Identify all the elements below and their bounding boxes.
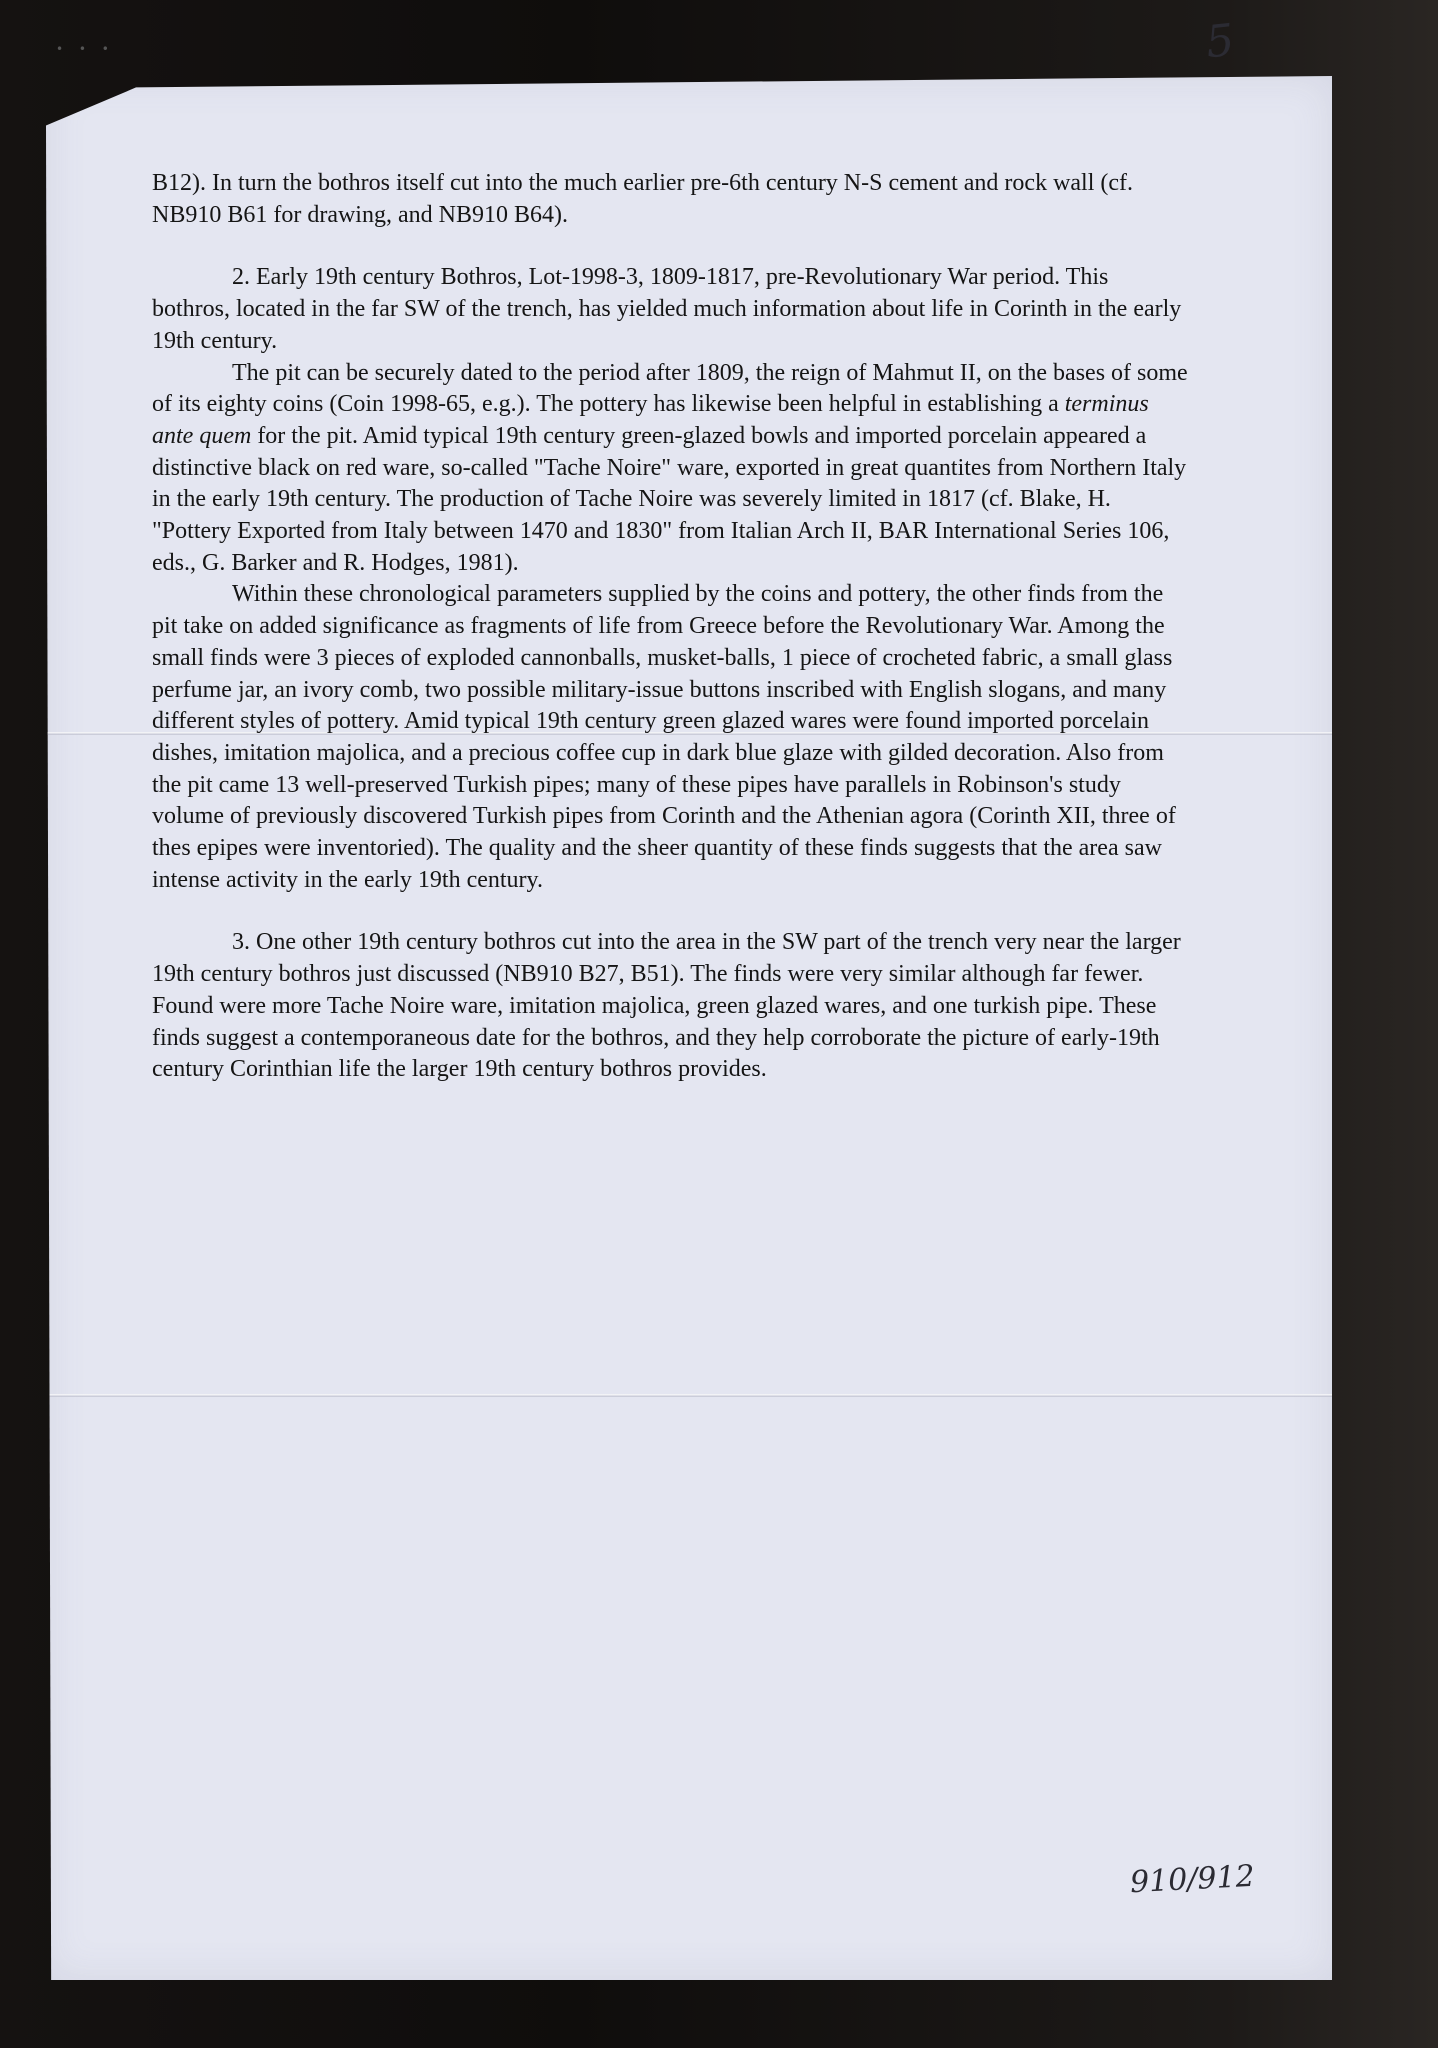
paragraph-section-2: 2. Early 19th century Bothros, Lot-1998-3, 1809-1817, pre-Revolutionary War period. This bothros, located in the far SW of the trench, has yielded much information about life in Corinth in the early 19th century. [152,264,1182,354]
handwritten-page-number: 5 [1203,14,1237,69]
italic-term: terminus ante quem [152,391,1149,449]
paragraph-dating [152,358,1192,580]
paragraph-dating-text-before: The pit can be securely dated to the period after 1809, the reign of Mahmut II, on the bases of some of its eighty coins (Coin 1998-65, e.g.). The pottery has likewise been helpful in establishing a [152,359,1188,418]
handwritten-archive-number: 910/912 [1129,1858,1256,1901]
fold-crease-lower [46,1394,1332,1397]
paragraph-continuation: B12). In turn the bothros itself cut into the much earlier pre-6th century N-S cement and rock wall (cf. NB910 B61 for drawing, and NB910 B64). [152,170,1134,228]
paragraph-section-3: 3. One other 19th century bothros cut into the area in the SW part of the trench very near the larger 19th century bothros just discussed (NB910 B27, B51). The finds were very similar although far fewer. Found were more Tache Noire ware, imitation majolica, green glazed wares, and one turkish pipe. These finds suggest a contemporaneous date for the bothros, and they help corroborate the picture of early-19th century Corinthian life the larger 19th century bothros provides. [152,929,1181,1083]
paragraph-dating-text-after: for the pit. Amid typical 19th century green-glazed bowls and imported porcelain appeared a distinctive black on red ware, so-called "Tache Noire" ware, exported in great quantites from Northern Italy in the early 19th century. The production of Tache Noire was severely limited in 1817 (cf. Blake, H. "Pottery Exported from Italy between 1470 and 1830" from Italian Arch II, BAR International Series 106, eds., G. Barker and R. Hodges, 1981). [152,422,1187,576]
corner-marks: • • • [56,42,115,56]
paragraph-finds: Within these chronological parameters supplied by the coins and pottery, the other finds from the pit take on added significance as fragments of life from Greece before the Revolutionary War. Among the small finds were 3 pieces of exploded cannonballs, musket-balls, 1 piece of crocheted fabric, a small glass perfume jar, an ivory comb, two possible military-issue buttons inscribed with English slogans, and many different styles of pottery. Amid typical 19th century green glazed wares were found imported porcelain dishes, imitation majolica, and a precious coffee cup in dark blue glaze with gilded decoration. Also from the pit came 13 well-preserved Turkish pipes; many of these pipes have parallels in Robinson's study volume of previously discovered Turkish pipes from Corinth and the Athenian agora (Corinth XII, three of thes epipes were inventoried). The quality and the sheer quantity of these finds suggests that the area saw intense activity in the early 19th century. [152,581,1176,893]
document-body [152,168,1192,1086]
